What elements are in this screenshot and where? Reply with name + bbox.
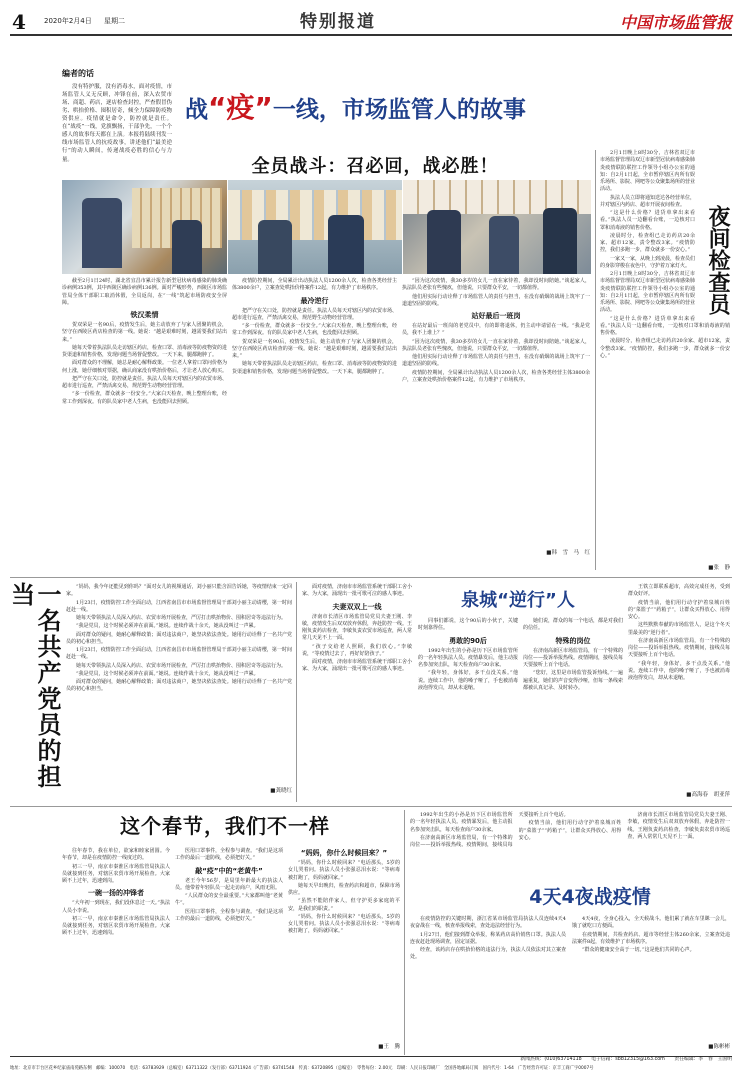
- divider-lower: [10, 806, 732, 807]
- photo-shelf-check: [228, 180, 402, 274]
- story1-intro: 截至2月1日24时，湖北省宜昌市累计报告新型冠状病毒感染的肺炎确诊病例353例，其中西陵区确诊病例136例。面对严峻形势，西陵区市场监管局全体干部职工取消休假，全员返岗，在“一线”筑起市场防疫安全屏障。: [62, 278, 227, 306]
- story4-title: 泉城“逆行”人: [461, 590, 575, 611]
- story1-subhead-1: 铁汉柔情: [130, 311, 159, 319]
- photo-market-patrol: [403, 180, 591, 274]
- story1-byline: ■韩 雪 马 红: [546, 550, 590, 556]
- story6-col2: 4天4夜，全身心投入，全天候战斗。他们累了就在车里眯一会儿，饿了就吃口方便面。 在疫情期间，共检查药店、超市等经营主体260余家，立案查处违法案件8起，有效维护了市场秩序。 “群众的健康安全高于一切。”这是他们共同的心声。: [572, 916, 730, 953]
- story4-subhead-3: 特殊的岗位: [555, 636, 591, 645]
- story3-col: “妈妈，我今年还能见到你吗？”面对女儿的视频通话，刘小丽只能含泪告诉她，等疫情结束一定回家。 1月23日，疫情防控工作全面启动，江西省南昌市市场监督管理局干部刘小丽主动请缨，第一时间赶赴一线。 她每天带领执法人员深入药店、农贸市场开展检查，严厉打击哄抬物价、囤积居奇等违法行为。 “我是党员，这个时候必须冲在前面。”她说。连续作战十余天，她从没叫过一声累。 面对群众的疑问，她耐心解释政策；面对违法商户，她坚决依法查处。她用行动诠释了一名共产党员的初心和担当。 1月23日，疫情防控工作全面启动，江西省南昌市市场监督管理局干部刘小丽主动请缨，第一时间赶赴一线。 她每天带领执法人员深入药店、农贸市场开展检查，严厉打击哄抬物价、囤积居奇等违法行为。 “我是党员，这个时候必须冲在前面。”她说。连续作战十余天，她从没叫过一声累。 面对群众的疑问，她耐心解释政策；面对违法商户，她坚决依法查处。她用行动诠释了一名共产党员的初心和担当。: [66, 584, 292, 693]
- story1-col2: 疫情防控期间，全局累计出动执法人员1200余人次，检查各类经营主体3800余户，立案查处哄抬价格案件12起，有力维护了市场秩序。 最冷逆行 把严守在关口处，防控就是责任。执法人员每天对辖区内的农贸市场、超市进行巡查，严禁活禽交易，规范野生动物经营管理。 “多一份检查，群众就多一份安全。”大家白天检查，晚上整理台账，经常工作到深夜。有的队员家中老人生病，也没能回去照顾。 贺双荣是一名90后，疫情发生后，她主动放弃了与家人团聚的机会，坚守在西陵区药店检查的第一线。她说：“越是艰难时刻，越需要我们站出来。” 她每天带着执法队员走访辖区药店，检查口罩、消毒液等防疫物资的进货渠道和销售价格，发现问题当场督促整改。一天下来，腿都跑肿了。: [232, 278, 398, 375]
- header-rule: [10, 34, 732, 36]
- story6-title: 4天4夜战疫情: [529, 886, 651, 908]
- story1-col1: 截至2月1日24时，湖北省宜昌市累计报告新型冠状病毒感染的肺炎确诊病例353例，其中西陵区确诊病例136例。面对严峻形势，西陵区市场监管局全体干部职工取消休假，全员返岗，在“一线”筑起市场防疫安全屏障。 铁汉柔情 贺双荣是一名90后，疫情发生后，她主动放弃了与家人团聚的机会，坚守在西陵区药店检查的第一线。她说：“越是艰难时刻，越需要我们站出来。” 她每天带着执法队员走访辖区药店，检查口罩、消毒液等防疫物资的进货渠道和销售价格，发现问题当场督促整改。一天下来，腿都跑肿了。 面对群众的不理解，她总是耐心解释政策。一位老人拿着口罩问价格为何上涨，她仔细核对票据，确认商家没有哄抬价格后，才让老人放心购买。 把严守在关口处，防控就是责任。执法人员每天对辖区内的农贸市场、超市进行巡查，严禁活禽交易，规范野生动物经营管理。 “多一份检查，群众就多一份安全。”大家白天检查，晚上整理台账，经常工作到深夜。有的队员家中老人生病，也没能回去照顾。: [62, 278, 228, 405]
- story5-subhead-3: “妈妈，你什么时候回来？”: [300, 849, 388, 857]
- editor-note-title: 编者的话: [62, 69, 94, 78]
- divider-mid: [10, 577, 732, 578]
- story5-subhead-1: 一碗一扬的冲锋者: [88, 889, 144, 898]
- story5-title: 这个春节，我们不一样: [120, 814, 330, 838]
- story4-col1: 面对疫情，济南市市场监管系统干部职工舍小家、为大家，涌现出一批可歌可泣的感人事迹。 夫妻双双上一线 济南市长清区市场监管局党员夫妻王刚、李敏，疫情发生后双双放弃休假，奔赴防控一线。王刚负责药店检查，李敏负责农贸市场巡查，两人常常几天见不上一面。 “孩子交给老人照顾，我们放心。”李敏说，“等疫情过去了，再好好陪孩子。” 面对疫情，济南市市场监管系统干部职工舍小家、为大家，涌现出一批可歌可泣的感人事迹。: [302, 584, 413, 673]
- story5-col2: 医用口罩事件，全程参与调查。“我们是这项工作的最后一道防线，必须把好关。” 敲“疫”中的“老黄牛” 老王今年56岁，是局里年龄最大的执法人员。他带着年轻队员一起走访商户，风雨无阻。 “人民群众的安全最重要。”大家都叫他“老黄牛”。 医用口罩事件，全程参与调查。“我们是这项工作的最后一道防线，必须把好关。”: [175, 848, 283, 922]
- footer-address-line: 地址：北京市丰台区花乡纪家庙南苑路东侧 邮编：100070 电话：63783929（总编室）63711322（发行部）63711924（广告部）63741548 传真：63720895（总编室） 零售每份：2.00元 印刷：人民日报印刷厂 全国各地邮局订阅 国内代号：1-64 广告经营许可证：京丰工商广字0007号: [10, 1066, 594, 1071]
- story4-col3: 她们说，群众的每一个电话，都是对我们的信任。 特殊的岗位 在济南高新区市场监管局，有一个特殊的岗位——投诉举报热线。疫情期间，接线员每天要接听上百个电话。 “您好，这里是市场监管投诉热线。”一遍遍重复，她们的声音变得沙哑，但每一条线索都被认真记录、及时转办。: [523, 618, 624, 691]
- footer-editor-line: 新闻热线：(010)63714118 电子信箱：sbb12315@163.com 责任编辑：李 春 王国明: [520, 1057, 732, 1062]
- story2-title: 夜间检查员: [705, 205, 730, 315]
- story5-col3: “妈妈，你什么时候回来？” “妈妈，你什么时候回来？”电话那头，5岁的女儿哭着问。执法人员小张强忍泪水说：“等病毒被打跑了，妈妈就回家。” 她每天早出晚归，检查药店和超市，保障市场供应。 “虽然不能陪伴家人，但守护更多家庭的平安，是我们的职责。” “妈妈，你什么时候回来？”电话那头，5岁的女儿哭着问。执法人员小张强忍泪水说：“等病毒被打跑了，妈妈就回家。”: [288, 849, 400, 935]
- photo-pharmacy-inspection: [62, 180, 227, 274]
- divider-story6: [404, 810, 405, 1055]
- story1-subhead-3: 站好最后一班岗: [471, 312, 521, 320]
- section-name: 特别报道: [300, 12, 376, 32]
- story5-subhead-2: 敲“疫”中的“老黄牛”: [195, 866, 263, 875]
- story1-title: 全员战斗：召必回，战必胜！: [251, 156, 499, 177]
- story4-subhead-1: 夫妻双双上一线: [332, 602, 382, 611]
- story3-byline: ■龚晓红: [270, 788, 292, 794]
- story4-continued: 1992年出生的小孙是历下区市场监管所的一名年轻执法人员。疫情暴发后，他主动报名参加突击队，每天检查商户30余家。 在济南高新区市场监管局，有一个特殊的岗位——投诉举报热线。疫情期间，接线员每天要接听上百个电话。 疫情当前，他们用行动守护着泉城百姓的“菜篮子”“药箱子”，让群众买得放心、用得安心。 济南市长清区市场监管局党员夫妻王刚、李敏，疫情发生后双双放弃休假，奔赴防控一线。王刚负责药店检查，李敏负责农贸市场巡查，两人常常几天见不上一面。: [410, 812, 730, 848]
- story2-col: 夜间检查员 2月1日晚上8时30分，吉林省双辽市市场监督管理局双辽市新型冠状病毒感染肺炎疫情联防联控工作领导小组办公室的通知：自2月1日起，全市暂停辖区内所有娱乐场所、影院、网吧等公众聚集场所的营业活动。 执法人员立即将通知送达各经营单位，并对辖区内药店、超市开展夜间检查。 “这是什么价格？进货单拿出来看看。”执法人员一边翻看台账，一边核对口罩和消毒液的销售价格。 凌晨时分，检查组已走访药店20余家、超市12家，责令整改3家。“疫情防控，我们多跑一步，群众就多一份安心。” 一家又一家，从晚上到凌晨，检查员们的身影穿梭在夜色中，守护着万家灯火。 2月1日晚上8时30分，吉林省双辽市市场监督管理局双辽市新型冠状病毒感染肺炎疫情联防联控工作领导小组办公室的通知：自2月1日起，全市暂停辖区内所有娱乐场所、影院、网吧等公众聚集场所的营业活动。 “这是什么价格？进货单拿出来看看。”执法人员一边翻看台账，一边核对口罩和消毒液的销售价格。 凌晨时分，检查组已走访药店20余家、超市12家，责令整改3家。“疫情防控，我们多跑一步，群众就多一份安心。”: [600, 150, 730, 359]
- paper-logo: 中国市场监管报: [619, 13, 732, 32]
- editor-note-text: 没有特护服，没有消毒水，面对疫情，市场监管人义无反顾，冲锋在前，深入农贸市场、商超、药店，逐店检查封控，严查假冒伪劣、哄抬价格、囤积居奇，倾全力保障防疫物资供应。疫情就是命令，防控就是责任。在“战疫”一线，党旗飘扬，干部争先，一个个感人的故事每天都在上演。本报将陆续刊发一线市场监管人的抗疫故事，讲述他们“最美逆行”的动人瞬间，传递战疫必胜的信心与力量。: [62, 83, 172, 163]
- page-number: 4: [12, 10, 26, 34]
- page-header: [10, 8, 732, 34]
- story6-byline: ■陈彬彬: [708, 1044, 730, 1050]
- story2-byline: ■张 静: [708, 565, 730, 571]
- divider-story2: [595, 150, 596, 570]
- story6-col1: 在疫情防控的关键时期，浙江省某市场监管局执法人员连续4天4夜奋战在一线，核查举报线索，查处违法经营行为。 1月27日，他们接到群众举报，称某药店高价销售口罩。执法人员连夜赶赴现场调查，固定证据。 经查，该药店存在哄抬价格的违法行为，执法人员依法对其立案查处。: [410, 916, 566, 961]
- story4-col2: 同事们都说，这个90后的小伙子，关键时刻靠得住。 勇敢的90后 1992年出生的小孙是历下区市场监管所的一名年轻执法人员。疫情暴发后，他主动报名参加突击队，每天检查商户30余家。 “我年轻，身体好，多干点没关系。”他说。连续工作中，他的嗓子哑了，手也被消毒液泡得发白，却从未退缩。: [418, 618, 519, 691]
- story4-byline: ■高海春 胡亚萍: [686, 792, 730, 798]
- story4-col4: 王铁立即联系超市，高效完成任务，受到群众好评。 疫情当前，他们用行动守护着泉城百姓的“菜篮子”“药箱子”，让群众买得放心、用得安心。 这些默默奉献的市场监管人，是这个冬天里最美的“逆行者”。 在济南高新区市场监管局，有一个特殊的岗位——投诉举报热线。疫情期间，接线员每天要接听上百个电话。 “我年轻，身体好，多干点没关系。”他说。连续工作中，他的嗓子哑了，手也被消毒液泡得发白，却从未退缩。: [628, 584, 730, 681]
- story4-subhead-2: 勇敢的90后: [449, 636, 487, 645]
- issue-weekday: 星期二: [104, 17, 125, 25]
- story1-col3: “因为这次疫情，我30多岁的女儿一直在家待着，我却没时间陪她。”谈起家人，执法队员老张有些愧疚，但他说，只要群众平安，一切都值得。 他们用实际行动诠释了市场监管人的责任与担当，在没有硝烟的战场上筑牢了一道道坚固的防线。 站好最后一班岗 在站好最后一班岗的老党员中，有的即将退休，仍主动申请留在一线。“我是党员，我不上谁上？” “因为这次疫情，我30多岁的女儿一直在家待着，我却没时间陪她。”谈起家人，执法队员老张有些愧疚，但他说，只要群众平安，一切都值得。 他们用实际行动诠释了市场监管人的责任与担当，在没有硝烟的战场上筑牢了一道道坚固的防线。 疫情防控期间，全局累计出动执法人员1200余人次，检查各类经营主体3800余户，立案查处哄抬价格案件12起，有力维护了市场秩序。: [402, 278, 590, 383]
- story3-title: 一名共产党员的担当: [6, 582, 61, 790]
- main-headline: 战“疫”一线，市场监管人的故事: [185, 91, 526, 124]
- story1-subhead-2: 最冷逆行: [300, 296, 329, 305]
- story5-byline: ■王 腾: [378, 1044, 400, 1050]
- issue-date: 2020年2月4日: [44, 17, 92, 25]
- story5-col1: 往年春节，我在单位，欲家和睦家团圆。今年春节，却是在疫情防控一线度过的。 初三一早，南京市秦淮区市场监管局执法人员就接到任务，对辖区农贸市场开展检查。大家顾不上过年，迅速到岗。 一碗一扬的冲锋者 “大年初一到现在，我们没休息过一天。”执法人员小李说。 初三一早，南京市秦淮区市场监管局执法人员就接到任务，对辖区农贸市场开展检查。大家顾不上过年，迅速到岗。: [62, 848, 170, 937]
- divider-story4: [296, 582, 297, 802]
